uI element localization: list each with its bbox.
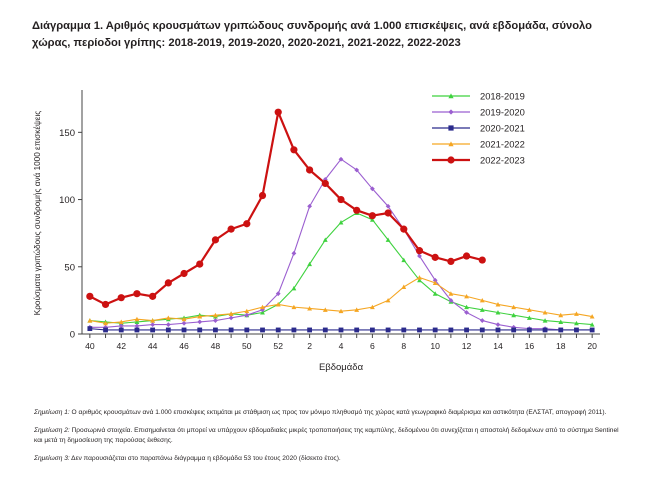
note-2 <box>34 426 622 447</box>
svg-text:2022-2023: 2022-2023 <box>480 154 525 166</box>
svg-text:48: 48 <box>210 341 221 351</box>
flu-line-chart <box>22 78 628 396</box>
svg-text:150: 150 <box>59 127 75 139</box>
note-3-label: Σημείωση 3: <box>34 455 70 463</box>
notes-block <box>34 408 622 472</box>
svg-text:10: 10 <box>430 341 440 351</box>
svg-text:2: 2 <box>307 341 312 351</box>
svg-text:2018-2019: 2018-2019 <box>480 90 525 102</box>
svg-text:42: 42 <box>116 341 127 351</box>
svg-text:14: 14 <box>493 341 503 351</box>
series-2021-2022 <box>87 275 594 325</box>
note-1-label: Σημείωση 1: <box>34 409 70 416</box>
page-title: Διάγραμμα 1. Αριθμός κρουσμάτων γριπώδους συνδρομής ανά 1.000 επισκέψεις, ανά εβδομάδα, σύνολο χώρας, περίοδοι γρίπης: 2018-2019, 2019-2020, 2020-2021, 2021-2022, 2022-2023 <box>32 20 592 49</box>
svg-text:52: 52 <box>273 341 283 351</box>
note-3-text: Δεν παρουσιάζεται στο παραπάνω διάγραμμα η εβδομάδα 53 του έτους 2020 (δίσεκτο έτος). <box>71 455 341 463</box>
y-axis-label: Κρούσματα γριπώδους συνδρομής ανά 1000 επισκέψεις <box>33 110 42 316</box>
x-axis-ticks <box>85 334 597 351</box>
svg-text:6: 6 <box>370 341 375 351</box>
svg-text:18: 18 <box>555 341 566 351</box>
note-1 <box>34 408 622 419</box>
note-2-text: Προσωρινά στοιχεία. Επισημαίνεται ότι μπορεί να υπάρχουν εβδομαδιαίες μικρές τροποποιήσεις της καμπύλης, δεδομένου ότι συνεχίζεται η αποστολή δεδομένων από το σύστημα Sentinel και μετά τη δημοσίευση της παρούσας έκθεσης. <box>34 426 619 445</box>
note-3 <box>34 454 622 465</box>
svg-text:2019-2020: 2019-2020 <box>480 106 525 118</box>
svg-text:40: 40 <box>85 341 95 351</box>
svg-text:16: 16 <box>524 341 535 351</box>
svg-text:8: 8 <box>401 341 407 351</box>
note-1-text: Ο αριθμός κρουσμάτων ανά 1.000 επισκέψεις εκτιμάται με στάθμιση ως προς τον μόνιμο πληθυσμό της χώρας κατά γεωγραφικό διαμέρισμα και αστικότητα (ΕΛΣΤΑΤ, απογραφή 2011). <box>71 409 607 416</box>
y-axis-ticks <box>59 128 82 341</box>
series-2022-2023 <box>86 109 486 308</box>
svg-text:100: 100 <box>59 195 75 207</box>
chart-container <box>22 78 628 396</box>
svg-text:46: 46 <box>179 341 189 351</box>
svg-text:50: 50 <box>242 341 252 351</box>
svg-text:44: 44 <box>147 341 158 351</box>
chart-legend <box>432 91 525 166</box>
svg-text:2020-2021: 2020-2021 <box>480 122 525 134</box>
svg-text:4: 4 <box>338 341 344 351</box>
svg-text:2021-2022: 2021-2022 <box>480 138 525 150</box>
svg-text:50: 50 <box>64 262 75 274</box>
svg-text:20: 20 <box>587 341 597 351</box>
note-2-label: Σημείωση 2: <box>34 426 70 434</box>
series-2019-2020 <box>87 154 594 333</box>
x-axis-label: Εβδομάδα <box>318 362 364 373</box>
svg-text:12: 12 <box>461 341 472 351</box>
svg-text:0: 0 <box>69 329 75 341</box>
